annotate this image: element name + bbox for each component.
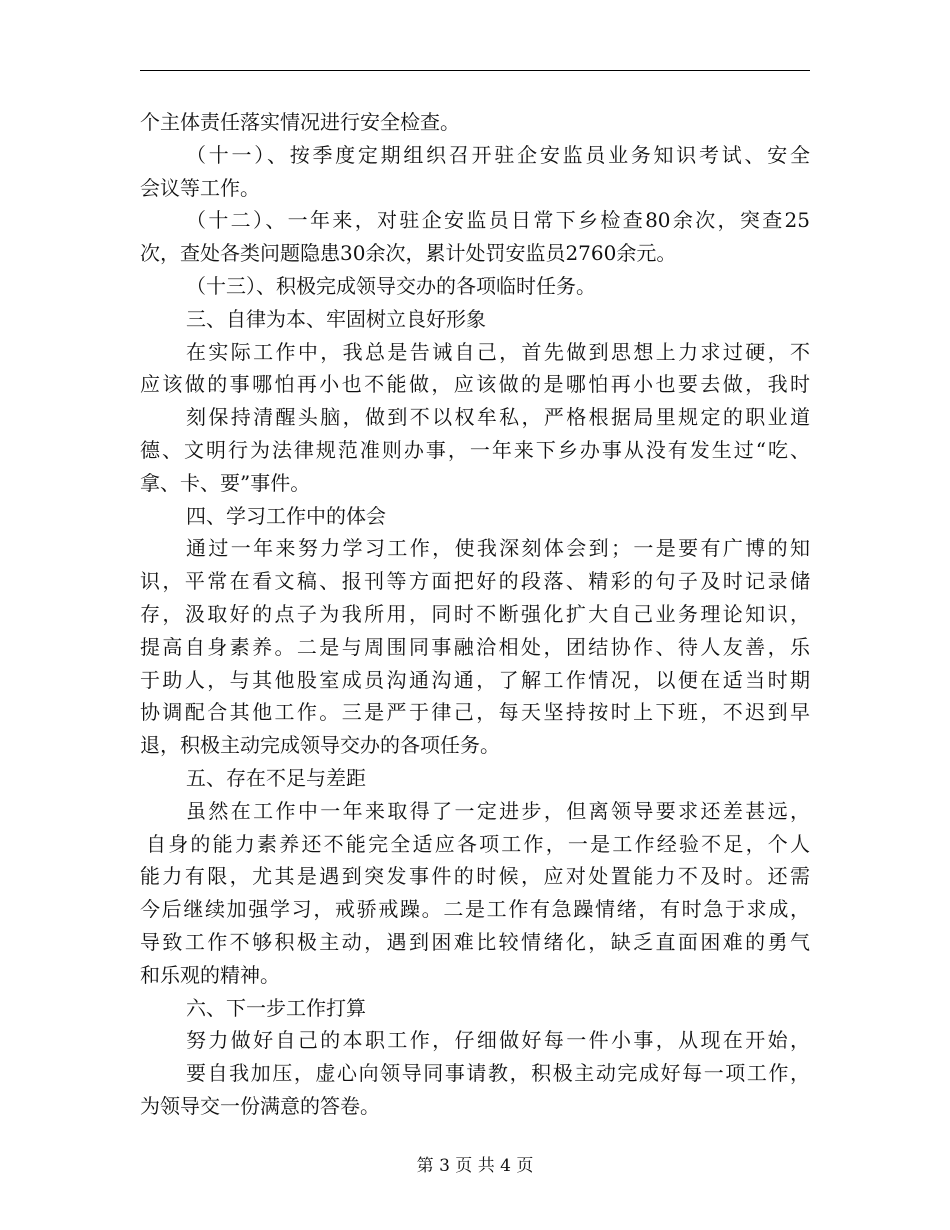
- text-line: （十二）、一年来，对驻企安监员日常下乡检查80余次，突查25: [186, 208, 810, 233]
- text-line: 六、下一步工作打算: [186, 995, 366, 1020]
- text-line: 能力有限，尤其是遇到突发事件的时候，应对处置能力不及时。还需: [140, 864, 810, 889]
- text-line: 努力做好自己的本职工作，仔细做好每一件小事，从现在开始，: [186, 1028, 810, 1053]
- text-line: 德、文明行为法律规范准则办事，一年来下乡办事从没有发生过“吃、: [140, 437, 810, 462]
- text-line: 通过一年来努力学习工作，使我深刻体会到；一是要有广博的知: [186, 536, 810, 561]
- text-line: 次，查处各类问题隐患30余次，累计处罚安监员2760余元。: [140, 241, 677, 266]
- body-text: [140, 106, 810, 1123]
- text-line: 自身的能力素养还不能完全适应各项工作，一是工作经验不足，个人: [146, 831, 810, 856]
- text-line: （十三）、积极完成领导交办的各项临时任务。: [186, 273, 596, 298]
- text-line: 虽然在工作中一年来取得了一定进步，但离领导要求还差甚远，: [186, 798, 810, 823]
- text-line: 退，积极主动完成领导交办的各项任务。: [140, 733, 500, 758]
- text-line: 五、存在不足与差距: [186, 765, 366, 790]
- text-line: 导致工作不够积极主动，遇到困难比较情绪化，缺乏直面困难的勇气: [140, 929, 810, 954]
- text-line: 在实际工作中，我总是告诫自己，首先做到思想上力求过硬，不: [186, 339, 810, 364]
- text-line: 于助人，与其他股室成员沟通沟通，了解工作情况，以便在适当时期: [140, 667, 810, 692]
- text-line: 三、自律为本、牢固树立良好形象: [186, 306, 486, 331]
- text-line: 四、学习工作中的体会: [186, 503, 386, 528]
- header-rule: [140, 70, 810, 71]
- text-line: 提高自身素养。二是与周围同事融洽相处，团结协作、待人友善，乐: [140, 634, 810, 659]
- page-footer: 第 3 页 共 4 页: [416, 1156, 534, 1176]
- text-line: （十一）、按季度定期组织召开驻企安监员业务知识考试、安全: [186, 142, 810, 167]
- text-line: 应该做的事哪怕再小也不能做，应该做的是哪怕再小也要去做，我时: [140, 372, 810, 397]
- text-line: 存，汲取好的点子为我所用，同时不断强化扩大自己业务理论知识，: [140, 601, 810, 626]
- text-line: 个主体责任落实情况进行安全检查。: [140, 110, 460, 134]
- text-line: 会议等工作。: [140, 175, 260, 200]
- text-line: 今后继续加强学习，戒骄戒躁。二是工作有急躁情绪，有时急于求成，: [140, 897, 810, 922]
- text-line: 识，平常在看文稿、报刊等方面把好的段落、精彩的句子及时记录储: [140, 569, 810, 594]
- text-line: 拿、卡、要”事件。: [140, 470, 311, 495]
- text-line: 为领导交一份满意的答卷。: [140, 1093, 380, 1118]
- text-line: 协调配合其他工作。三是严于律己，每天坚持按时上下班，不迟到早: [140, 700, 810, 725]
- text-line: 和乐观的精神。: [140, 962, 280, 987]
- text-line: 刻保持清醒头脑，做到不以权牟私，严格根据局里规定的职业道: [186, 405, 810, 430]
- text-line: 要自我加压，虚心向领导同事请教，积极主动完成好每一项工作，: [186, 1061, 810, 1086]
